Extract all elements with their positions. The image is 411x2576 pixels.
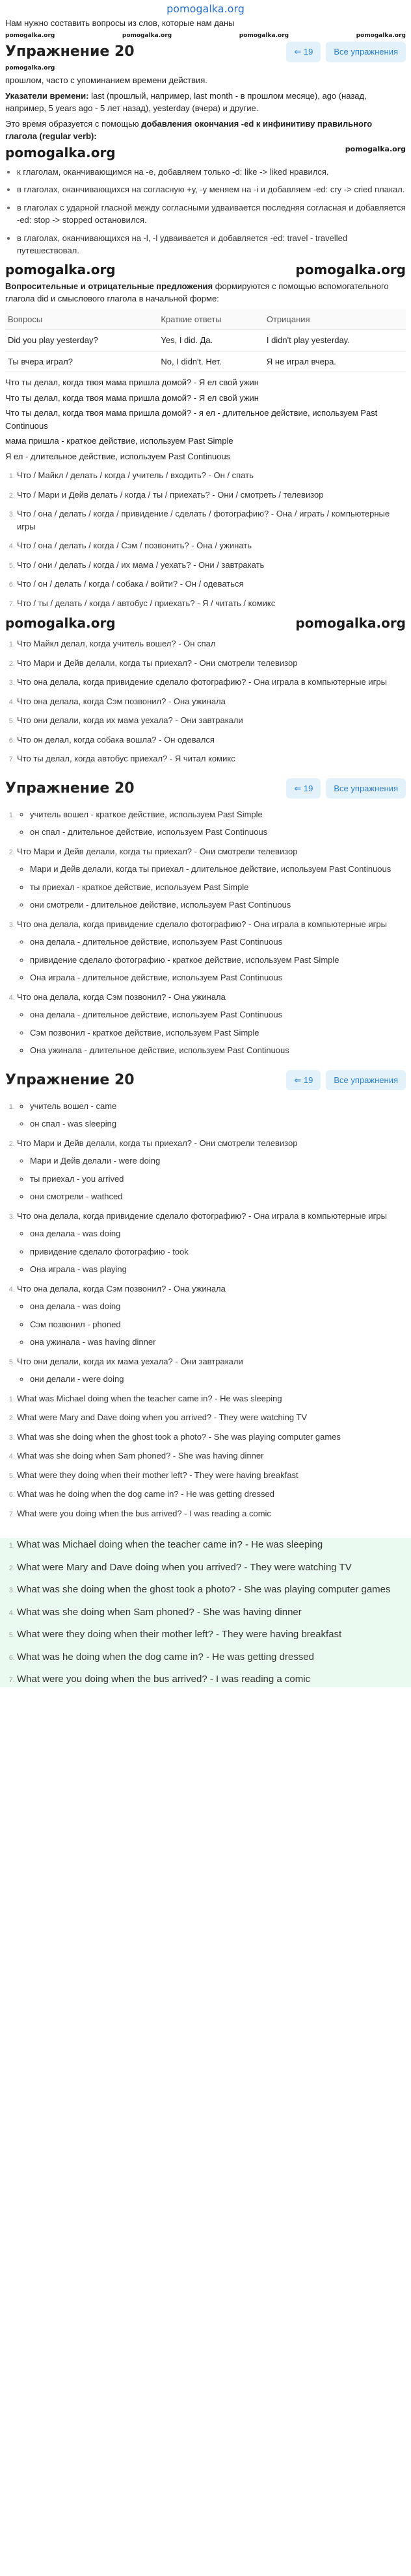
- watermark: pomogalka.org: [122, 32, 172, 39]
- list-item: 4. Что / она / делать / когда / Сэм / позвонить? - Она / ужинать: [17, 539, 406, 552]
- list-item: 2. Что / Мари и Дейв делать / когда / ты / приехать? - Они / смотреть / телевизор: [17, 489, 406, 502]
- exercise-title: Упражнение 20: [5, 1072, 135, 1089]
- prev-exercise-button[interactable]: ⇐ 19: [286, 778, 321, 799]
- sub-item: ◦ она делала - was doing: [30, 1300, 406, 1313]
- site-logo[interactable]: pomogalka.org: [166, 3, 245, 15]
- list-item: 5. What were they doing when their mother left? - They were having breakfast: [17, 1469, 406, 1482]
- theory-text: формируются с помощью вспомогательного глагола did и смыслового глагола в начальной форме:: [5, 281, 389, 304]
- sub-item: ◦ они смотрели - длительное действие, используем Past Continuous: [30, 899, 406, 912]
- final-answers: [0, 1538, 411, 1687]
- prev-exercise-label: 19: [303, 1075, 313, 1085]
- list-item: 1. Что Майкл делал, когда учитель вошел? - Он спал: [17, 637, 406, 650]
- sub-item: ◦ Она играла - was playing: [30, 1263, 406, 1276]
- sub-item: ◦ ты приехал - краткое действие, используем Past Simple: [30, 881, 406, 894]
- table-header: Краткие ответы: [158, 309, 263, 330]
- theory-line: [0, 280, 411, 305]
- answer-line: Что ты делал, когда твоя мама пришла домой? - Я ел свой ужин: [5, 392, 259, 403]
- list-item: 2. Что Мари и Дейв делали, когда ты приехал? - Они смотрели телевизор ◦ Мари и Дейв делали, когда ты приехал - длительное действие, используем Past Continuous ◦ ты приехал - краткое действие, используем Past Simple ◦ они смотрели - длительное действие, используем Past Continuous: [17, 845, 406, 912]
- watermark: pomogalka.org: [5, 615, 116, 631]
- list-item: 6. Что он делал, когда собака вошла? - Он одевался: [17, 733, 406, 746]
- list-item: 1. Что / Майкл / делать / когда / учитель / входить? - Он / спать: [17, 469, 406, 482]
- final-answer-item: 4. What was she doing when Sam phoned? - She was having dinner: [17, 1605, 406, 1620]
- rule-item: • в глаголах, оканчивающихся на согласную +у, -у меняем на -i и добавляем -ed: cry -> cried плакал.: [17, 183, 406, 196]
- final-answer-item: 7. What were you doing when the bus arrived? - I was reading a comic: [17, 1672, 406, 1687]
- theory-bold: Вопросительные и отрицательные предложения: [5, 281, 213, 291]
- exercise-title: Упражнение 20: [5, 44, 135, 60]
- sub-item: ◦ 1. учитель вошел - краткое действие, используем Past Simple: [30, 808, 406, 821]
- exercise-title: Упражнение 20: [5, 780, 135, 797]
- watermark: pomogalka.org: [295, 261, 406, 277]
- table-header: Вопросы: [5, 309, 158, 330]
- sub-item: ◦ они смотрели - wathced: [30, 1190, 406, 1203]
- list-item: 3. What was she doing when the ghost took a photo? - She was playing computer games: [17, 1431, 406, 1444]
- list-item: 2. What were Mary and Dave doing when you arrived? - They were watching TV: [17, 1411, 406, 1424]
- theory-line: прошлом, часто с упоминанием времени действия.: [5, 75, 207, 86]
- answer-line: мама пришла - краткое действие, используем Past Simple: [5, 436, 233, 446]
- sub-item: ◦ ты приехал - you arrived: [30, 1173, 406, 1186]
- sub-item: ◦ Сэм позвонил - краткое действие, используем Past Simple: [30, 1027, 406, 1039]
- final-answer-item: 5. What were they doing when their mother left? - They were having breakfast: [17, 1627, 406, 1642]
- list-item: [17, 1100, 406, 1130]
- sub-item: ◦ Она ужинала - длительное действие, используем Past Continuous: [30, 1044, 406, 1057]
- words-list: [0, 469, 411, 609]
- sub-item: ◦ он спал - длительное действие, используем Past Continuous: [30, 826, 406, 839]
- theory: [0, 65, 411, 776]
- list-item: 7. What were you doing when the bus arrived? - I was reading a comic: [17, 1507, 406, 1520]
- translation-section: [0, 1100, 411, 1531]
- exercise-header: [0, 1067, 411, 1093]
- list-item: 3. Что / она / делать / когда / привидение / сделать / фотографию? - Она / играть / компьютерные игры: [17, 507, 406, 533]
- final-answer-item: 3. What was she doing when the ghost took a photo? - She was playing computer games: [17, 1583, 406, 1598]
- all-exercises-button[interactable]: Все упражнения: [326, 1070, 406, 1091]
- list-item: 7. Что ты делал, когда автобус приехал? - Я читал комикс: [17, 752, 406, 765]
- intro-line: Нам нужно составить вопросы из слов, которые нам даны: [5, 18, 235, 28]
- list-item: 5. Что / они / делать / когда / их мама / уехать? - Они / завтракать: [17, 559, 406, 572]
- prev-exercise-button[interactable]: ⇐ 19: [286, 1070, 321, 1091]
- watermark: pomogalka.org: [345, 144, 406, 153]
- rules-list: [0, 166, 411, 257]
- list-item: 5. Что они делали, когда их мама уехала? - Они завтракали ◦ они делали - were doing: [17, 1355, 406, 1386]
- list-item: 7. Что / ты / делать / когда / автобус / приехать? - Я / читать / комикс: [17, 597, 406, 610]
- list-item: 3. Что она делала, когда привидение сделало фотографию? - Она играла в компьютерные игры: [17, 676, 406, 689]
- watermark: pomogalka.org: [295, 615, 406, 631]
- sub-item: ◦ привидение сделало фотографию - краткое действие, используем Past Simple: [30, 954, 406, 967]
- watermark: pomogalka.org: [5, 261, 116, 277]
- list-item: 4. Что она делала, когда Сэм позвонил? - Она ужинала ◦ она делала - was doing ◦ Сэм позвонил - phoned ◦ она ужинала - was having dinner: [17, 1282, 406, 1349]
- prev-exercise-label: 19: [303, 783, 313, 793]
- rule-item: • к глаголам, оканчивающимся на -е, добавляем только -d: like -> liked нравился.: [17, 166, 406, 179]
- theory-bold: добавления окончания -ed к инфинитиву правильного глагола (regular verb):: [5, 118, 373, 142]
- rule-item: • в глаголах, оканчивающихся на -l, -l удваивается и добавляется -ed: travel - travelled путешествовал.: [17, 232, 406, 257]
- sub-item: ◦ Мари и Дейв делали, когда ты приехал - длительное действие, используем Past Continuous: [30, 863, 406, 876]
- all-exercises-button[interactable]: Все упражнения: [326, 42, 406, 62]
- sub-item: ◦ она делала - длительное действие, используем Past Continuous: [30, 1008, 406, 1021]
- answer-line: Я ел - длительное действие, используем Past Continuous: [5, 451, 231, 461]
- final-answer-item: 1. What was Michael doing when the teacher came in? - He was sleeping: [17, 1538, 406, 1553]
- watermark: pomogalka.org: [5, 144, 116, 160]
- forms-table: [5, 309, 406, 373]
- list-item: 6. Что / он / делать / когда / собака / войти? - Он / одеваться: [17, 578, 406, 591]
- watermark: pomogalka.org: [356, 32, 406, 39]
- final-answer-item: 6. What was he doing when the dog came in? - He was getting dressed: [17, 1650, 406, 1665]
- list-item: 3. Что она делала, когда привидение сделало фотографию? - Она играла в компьютерные игры ◦ она делала - was doing ◦ привидение сделало фотографию - took ◦ Она играла - was playing: [17, 1210, 406, 1276]
- theory-line: [0, 90, 411, 115]
- sub-item: ◦ он спал - was sleeping: [30, 1117, 406, 1130]
- watermark: pomogalka.org: [5, 32, 55, 39]
- list-item: 4. Что она делала, когда Сэм позвонил? - Она ужинала ◦ она делала - длительное действие, используем Past Continuous ◦ Сэм позвонил - краткое действие, используем Past Simple ◦ Она ужинала - длительное действие, используем Past Continuous: [17, 991, 406, 1057]
- table-row: Ты вчера играл? No, I didn't. Нет. Я не играл вчера.: [5, 351, 406, 372]
- answer-line: Что ты делал, когда твоя мама пришла домой? - я ел - длительное действие, используем Past Continuous: [5, 408, 378, 431]
- exercise-header: [0, 776, 411, 802]
- prev-exercise-button[interactable]: ⇐ 19: [286, 42, 321, 62]
- watermark: pomogalka.org: [5, 64, 55, 71]
- sub-item: ◦ 1. учитель вошел - came: [30, 1100, 406, 1113]
- list-item: 2. Что Мари и Дейв делали, когда ты приехал? - Они смотрели телевизор ◦ Мари и Дейв делали - were doing ◦ ты приехал - you arrived ◦ они смотрели - wathced: [17, 1137, 406, 1203]
- russian-questions-list: [0, 637, 411, 765]
- final-answer-item: 2. What were Mary and Dave doing when you arrived? - They were watching TV: [17, 1561, 406, 1575]
- sub-item: ◦ она делала - was doing: [30, 1227, 406, 1240]
- prev-exercise-label: 19: [303, 47, 313, 57]
- list-item: [17, 808, 406, 839]
- list-item: 4. Что она делала, когда Сэм позвонил? - Она ужинала: [17, 695, 406, 708]
- sub-item: ◦ она делала - длительное действие, используем Past Continuous: [30, 936, 406, 949]
- sub-item: ◦ привидение сделало фотографию - took: [30, 1245, 406, 1258]
- list-item: 5. Что они делали, когда их мама уехала? - Они завтракали: [17, 714, 406, 727]
- list-item: 6. What was he doing when the dog came in? - He was getting dressed: [17, 1488, 406, 1501]
- exercise-header: [0, 39, 411, 65]
- table-row: Did you play yesterday? Yes, I did. Да. I didn't play yesterday.: [5, 330, 406, 351]
- rule-item: • в глаголах с ударной гласной между согласными удваивается последняя согласная и добавляется -ed: stop -> stopped остановился.: [17, 201, 406, 227]
- all-exercises-button[interactable]: Все упражнения: [326, 778, 406, 799]
- answer-line: Что ты делал, когда твоя мама пришла домой? - Я ел свой ужин: [5, 377, 259, 388]
- list-item: 3. Что она делала, когда привидение сделало фотографию? - Она играла в компьютерные игры ◦ она делала - длительное действие, используем Past Continuous ◦ привидение сделало фотографию - краткое действие, используем Past Simple ◦ Она играла - длительное действие, используем Past Continuous: [17, 918, 406, 984]
- analysis-section: [0, 808, 411, 1067]
- theory-bold: Указатели времени:: [5, 90, 89, 101]
- theory-line: [0, 118, 411, 143]
- list-item: 1. What was Michael doing when the teacher came in? - He was sleeping: [17, 1392, 406, 1405]
- english-answers-list: [0, 1392, 411, 1520]
- watermark: pomogalka.org: [239, 32, 289, 39]
- table-header: Отрицания: [264, 309, 406, 330]
- list-item: 4. What was she doing when Sam phoned? - She was having dinner: [17, 1449, 406, 1462]
- sub-item: ◦ Сэм позвонил - phoned: [30, 1318, 406, 1331]
- theory-text: Это время образуется с помощью: [5, 118, 142, 129]
- theory-text: last (прошлый, например, last month - в прошлом месяце), ago (назад, например, 5 years ago - 5 лет назад), yesterday (вчера) и другие.: [5, 90, 367, 114]
- sub-item: ◦ они делали - were doing: [30, 1373, 406, 1386]
- list-item: 2. Что Мари и Дейв делали, когда ты приехал? - Они смотрели телевизор: [17, 657, 406, 670]
- sub-item: ◦ Мари и Дейв делали - were doing: [30, 1154, 406, 1167]
- sub-item: ◦ она ужинала - was having dinner: [30, 1336, 406, 1349]
- sub-item: ◦ Она играла - длительное действие, используем Past Continuous: [30, 971, 406, 984]
